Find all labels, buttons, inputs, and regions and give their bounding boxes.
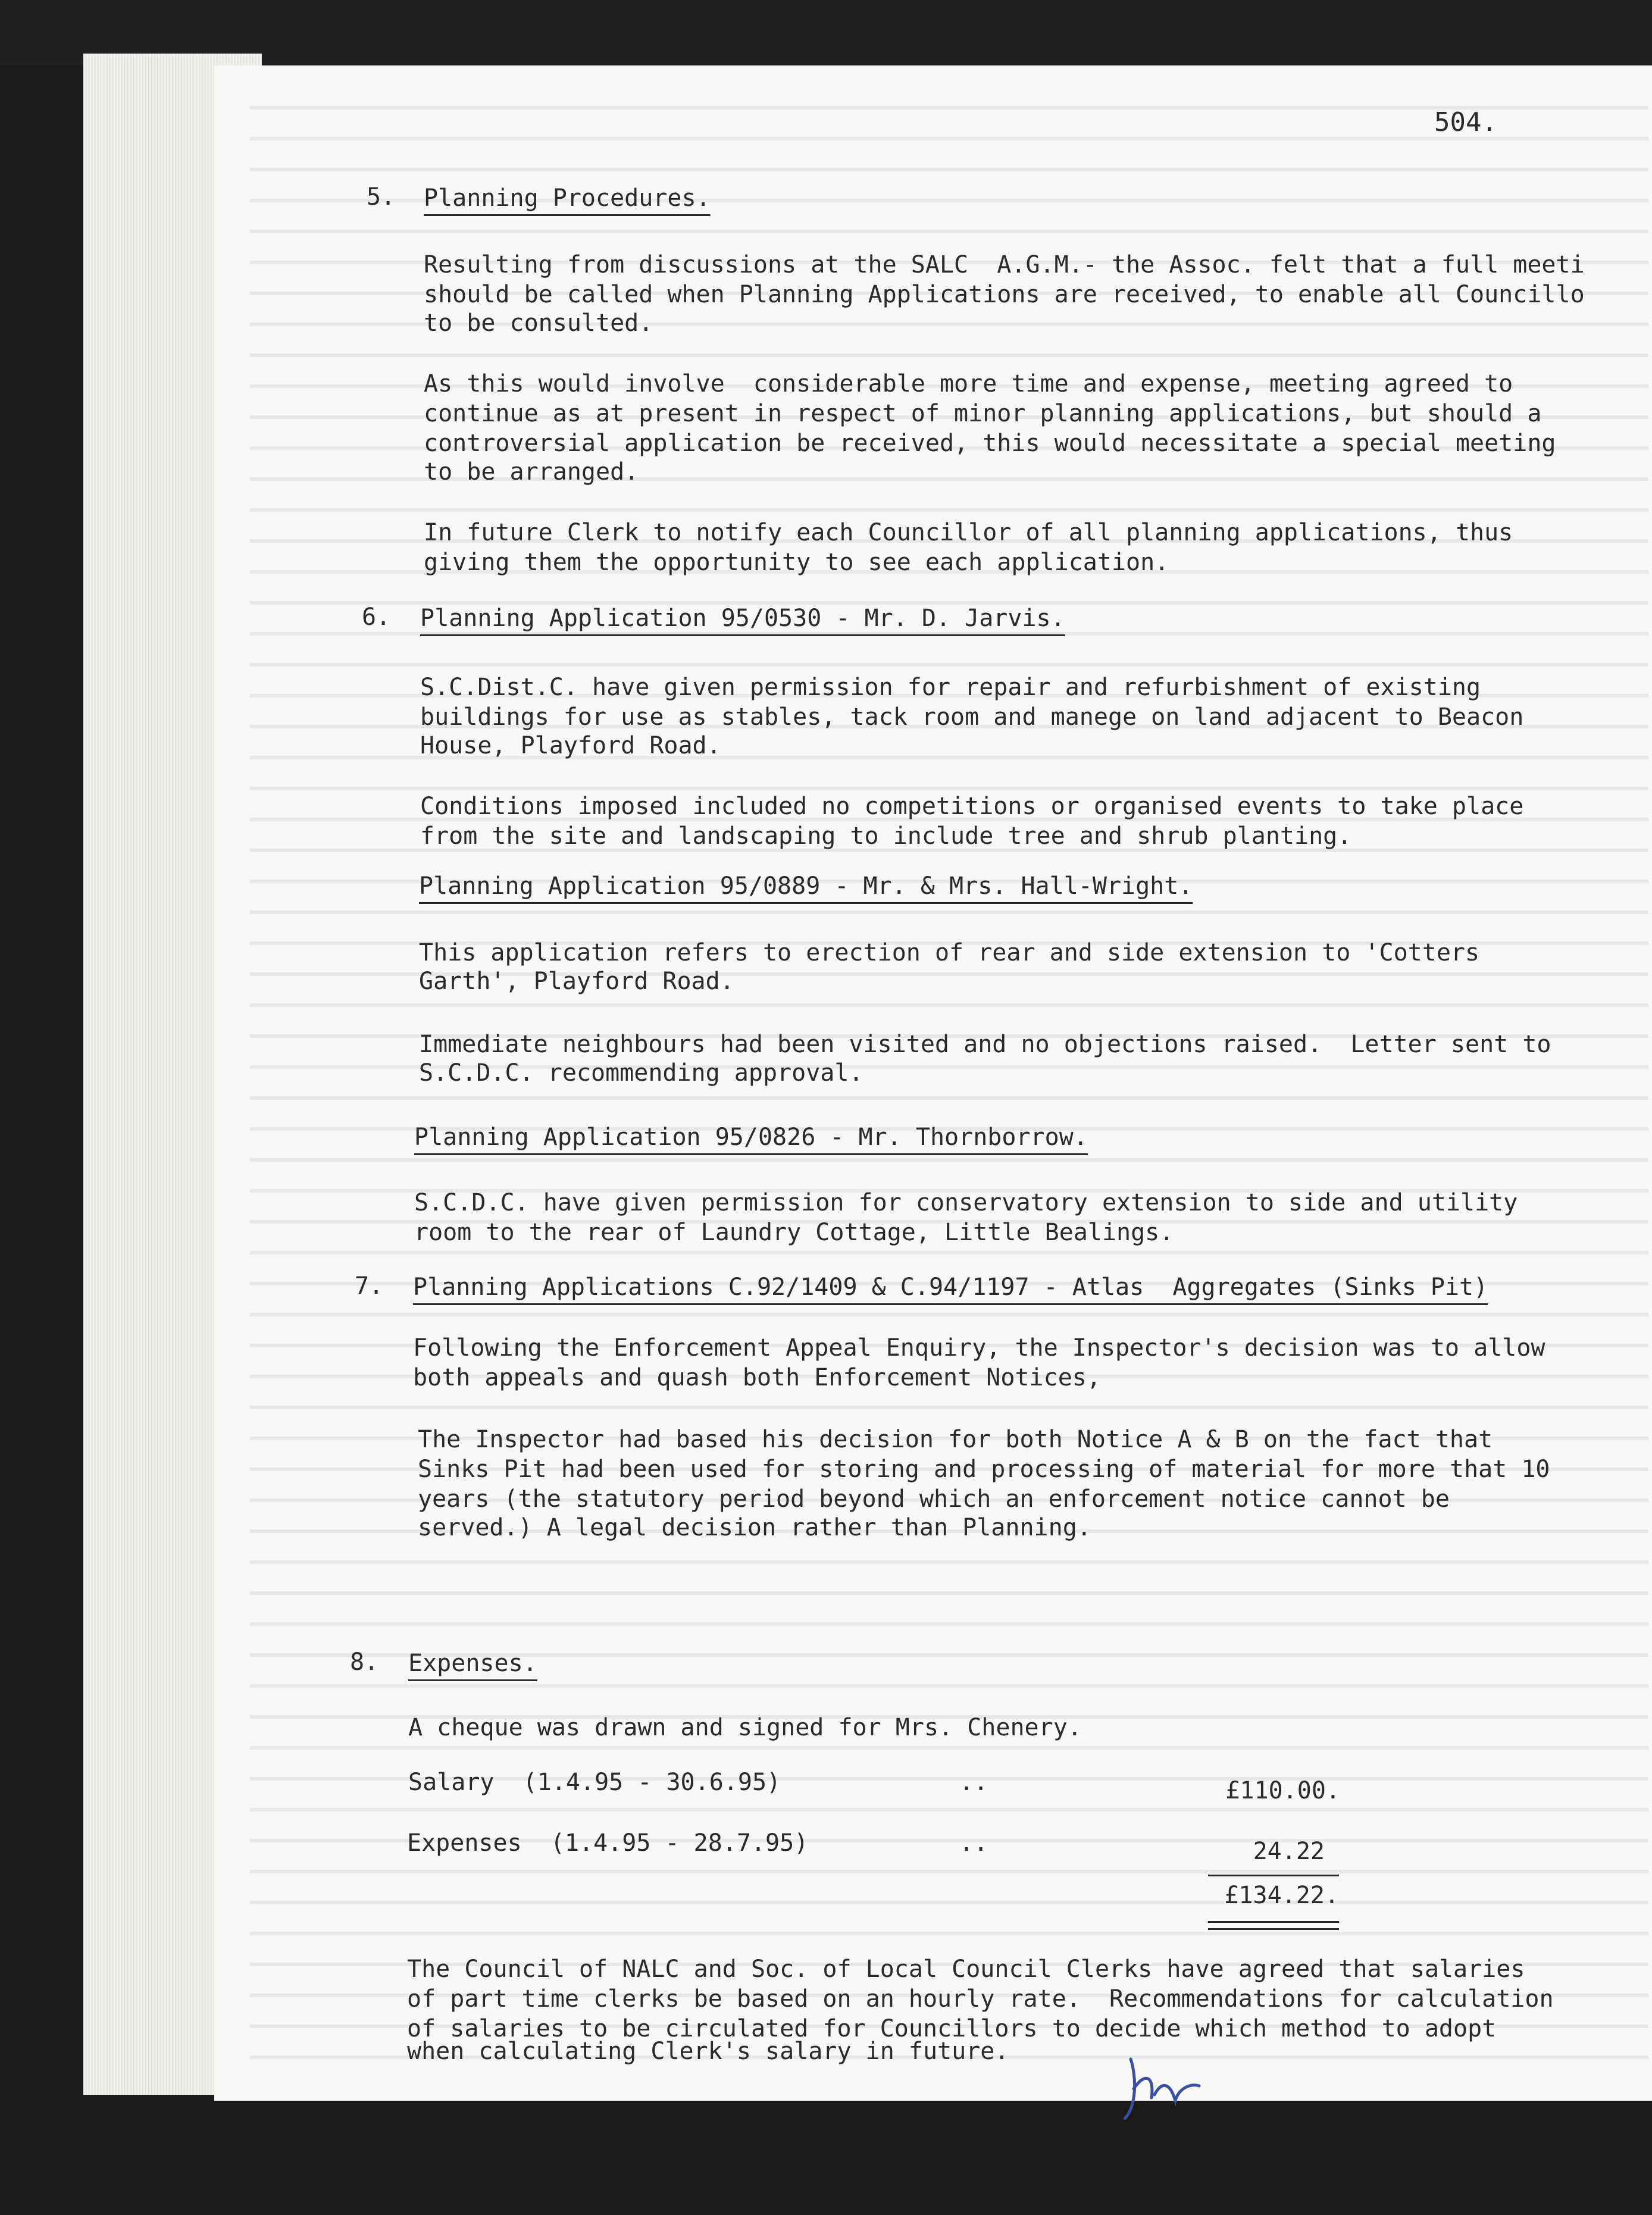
- section-number: 5.: [367, 183, 396, 211]
- paragraph-line: In future Clerk to notify each Councillor of all planning applications, thus: [424, 519, 1513, 546]
- paragraph-line: years (the statutory period beyond which an enforcement notice cannot be: [418, 1485, 1450, 1513]
- paragraph-line: room to the rear of Laundry Cottage, Little Bealings.: [414, 1219, 1174, 1246]
- paragraph-line: from the site and landscaping to include tree and shrub planting.: [420, 822, 1352, 850]
- paragraph-line: Garth', Playford Road.: [419, 968, 734, 995]
- section-number: 7.: [355, 1272, 384, 1300]
- section-heading: Planning Application 95/0826 - Mr. Thornborrow.: [414, 1124, 1088, 1151]
- paragraph-line: when calculating Clerk's salary in future.: [407, 2038, 1009, 2065]
- paragraph-line: The Council of NALC and Soc. of Local Council Clerks have agreed that salaries: [407, 1956, 1525, 1983]
- paragraph-line: of part time clerks be based on an hourly rate. Recommendations for calculation: [407, 1985, 1554, 2013]
- page-number: 504.: [1434, 107, 1497, 137]
- expense-row-dots: ..: [959, 1769, 988, 1796]
- paragraph-line: to be arranged.: [424, 458, 639, 486]
- expense-row-amount: 24.22: [1253, 1838, 1325, 1865]
- paragraph-line: giving them the opportunity to see each application.: [424, 549, 1169, 576]
- expense-total: £134.22.: [1224, 1882, 1339, 1909]
- total-double-rule-bottom: [1208, 1928, 1339, 1930]
- paragraph-line: served.) A legal decision rather than Planning.: [418, 1514, 1091, 1541]
- paragraph-line: should be called when Planning Applications are received, to enable all Councillo: [424, 281, 1585, 308]
- section-heading: Planning Application 95/0889 - Mr. & Mrs. Hall-Wright.: [419, 872, 1193, 900]
- paragraph-line: As this would involve considerable more time and expense, meeting agreed to: [424, 370, 1513, 398]
- expense-row-label: Salary (1.4.95 - 30.6.95): [408, 1769, 781, 1796]
- paragraph-line: both appeals and quash both Enforcement Notices,: [413, 1364, 1101, 1391]
- paragraph-line: Sinks Pit had been used for storing and processing of material for more that 10: [418, 1456, 1550, 1483]
- section-heading: Planning Application 95/0530 - Mr. D. Jarvis.: [420, 605, 1065, 632]
- paragraph-line: of salaries to be circulated for Councillors to decide which method to adopt: [407, 2015, 1497, 2042]
- paragraph-line: continue as at present in respect of minor planning applications, but should a: [424, 400, 1542, 427]
- paragraph-line: The Inspector had based his decision for both Notice A & B on the fact that: [418, 1426, 1493, 1453]
- paragraph-line: Immediate neighbours had been visited and no objections raised. Letter sent to: [419, 1031, 1551, 1058]
- paragraph-line: controversial application be received, this would necessitate a special meeting: [424, 430, 1556, 457]
- total-double-rule-top: [1208, 1921, 1339, 1923]
- paragraph-line: Following the Enforcement Appeal Enquiry, the Inspector's decision was to allow: [413, 1334, 1545, 1362]
- paragraph-line: S.C.Dist.C. have given permission for repair and refurbishment of existing: [420, 674, 1481, 701]
- expense-row-dots: ..: [959, 1829, 988, 1857]
- paragraph-line: A cheque was drawn and signed for Mrs. Chenery.: [408, 1714, 1082, 1741]
- section-heading: Expenses.: [408, 1650, 537, 1677]
- expense-row-label: Expenses (1.4.95 - 28.7.95): [407, 1829, 809, 1857]
- section-heading: Planning Applications C.92/1409 & C.94/1197 - Atlas Aggregates (Sinks Pit): [413, 1274, 1488, 1301]
- expense-row-amount: £110.00.: [1225, 1777, 1340, 1804]
- paragraph-line: to be consulted.: [424, 309, 653, 337]
- paragraph-line: buildings for use as stables, tack room and manege on land adjacent to Beacon: [420, 703, 1524, 731]
- paragraph-line: Resulting from discussions at the SALC A.G.M.- the Assoc. felt that a full meeti: [424, 251, 1585, 279]
- section-heading: Planning Procedures.: [424, 184, 711, 212]
- paragraph-line: This application refers to erection of rear and side extension to 'Cotters: [419, 939, 1480, 966]
- paragraph-line: S.C.D.C. have given permission for conservatory extension to side and utility: [414, 1189, 1518, 1216]
- paragraph-line: S.C.D.C. recommending approval.: [419, 1059, 863, 1087]
- paragraph-line: Conditions imposed included no competitions or organised events to take place: [420, 793, 1524, 820]
- section-number: 6.: [362, 603, 391, 631]
- paragraph-line: House, Playford Road.: [420, 732, 721, 759]
- section-number: 8.: [350, 1648, 379, 1676]
- initials-signature: [1119, 2053, 1226, 2125]
- subtotal-rule: [1208, 1875, 1339, 1876]
